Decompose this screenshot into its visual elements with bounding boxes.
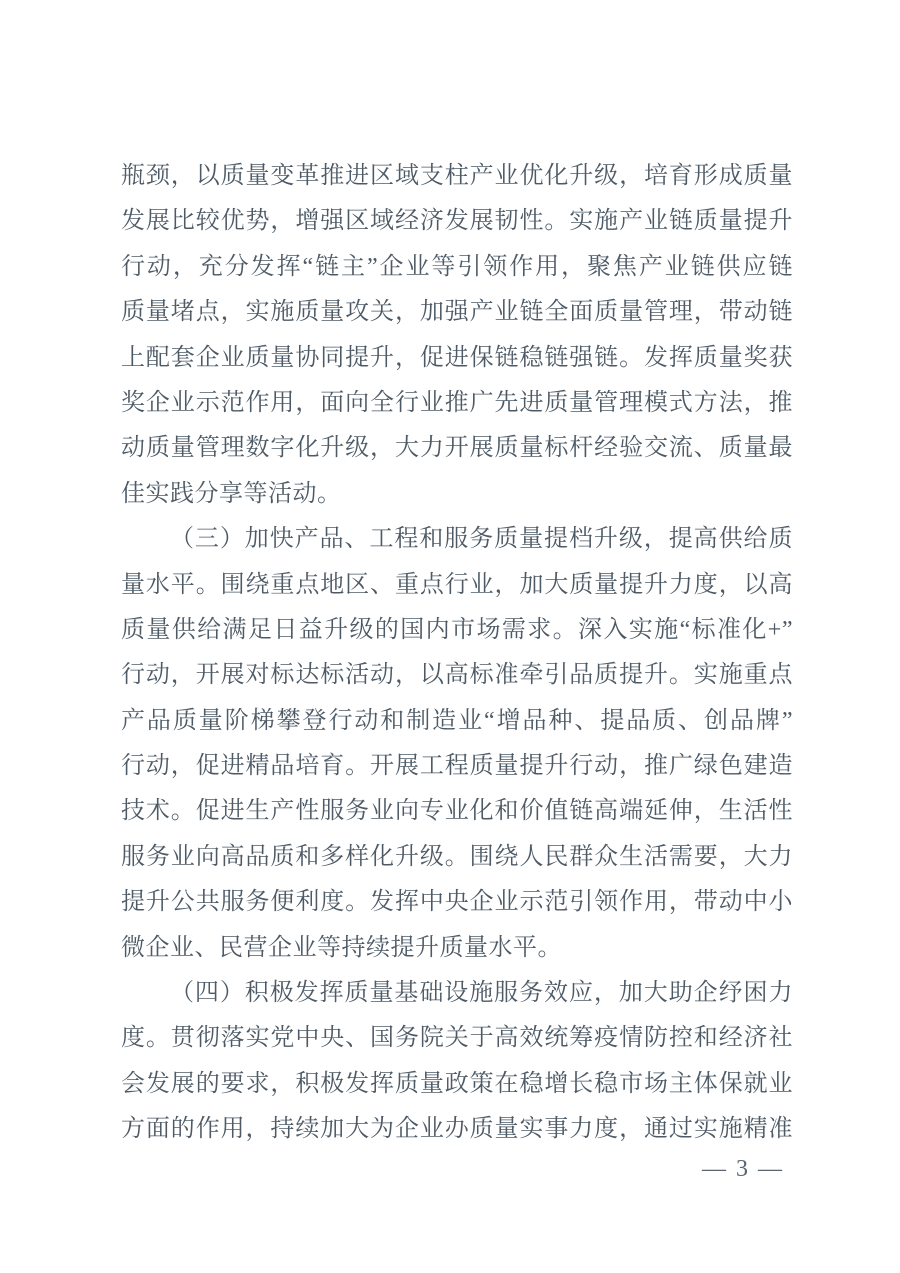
text-line: 行动，充分发挥“链主”企业等引领作用，聚焦产业链供应链 xyxy=(121,253,793,280)
text-line: 会发展的要求，积极发挥质量政策在稳增长稳市场主体保就业 xyxy=(121,1070,793,1097)
text-line: 行动，开展对标达标活动，以高标准牵引品质提升。实施重点 xyxy=(121,662,793,689)
document-body xyxy=(121,154,793,1153)
text-line: （三）加快产品、工程和服务质量提档升级，提高供给质 xyxy=(170,526,793,553)
page-number: — 3 — xyxy=(702,1156,784,1182)
text-line: 行动，促进精品培育。开展工程质量提升行动，推广绿色建造 xyxy=(121,753,793,780)
paragraph xyxy=(121,517,793,971)
paragraph xyxy=(121,154,793,517)
text-line: 方面的作用，持续加大为企业办质量实事力度，通过实施精准 xyxy=(121,1116,793,1143)
text-line: 发展比较优势，增强区域经济发展韧性。实施产业链质量提升 xyxy=(121,208,793,235)
text-line: 微企业、民营企业等持续提升质量水平。 xyxy=(121,934,562,961)
text-line: 技术。促进生产性服务业向专业化和价值链高端延伸，生活性 xyxy=(121,798,793,825)
text-line: 量水平。围绕重点地区、重点行业，加大质量提升力度，以高 xyxy=(121,571,793,598)
text-line: 瓶颈，以质量变革推进区域支柱产业优化升级，培育形成质量 xyxy=(121,163,793,189)
text-line: 提升公共服务便利度。发挥中央企业示范引领作用，带动中小 xyxy=(121,889,793,916)
text-line: （四）积极发挥质量基础设施服务效应，加大助企纾困力 xyxy=(170,980,793,1007)
text-line: 质量供给满足日益升级的国内市场需求。深入实施“标准化+” xyxy=(121,616,793,643)
text-line: 服务业向高品质和多样化升级。围绕人民群众生活需要，大力 xyxy=(121,843,793,870)
text-line: 上配套企业质量协同提升，促进保链稳链强链。发挥质量奖获 xyxy=(121,344,793,371)
text-line: 奖企业示范作用，面向全行业推广先进质量管理模式方法，推 xyxy=(121,389,793,416)
text-line: 佳实践分享等活动。 xyxy=(121,480,342,507)
text-line: 质量堵点，实施质量攻关，加强产业链全面质量管理，带动链 xyxy=(121,299,793,326)
text-line: 度。贯彻落实党中央、国务院关于高效统筹疫情防控和经济社 xyxy=(121,1025,793,1052)
text-line: 产品质量阶梯攀登行动和制造业“增品种、提品质、创品牌” xyxy=(121,707,793,734)
text-line: 动质量管理数字化升级，大力开展质量标杆经验交流、质量最 xyxy=(121,435,793,462)
paragraph xyxy=(121,971,793,1153)
